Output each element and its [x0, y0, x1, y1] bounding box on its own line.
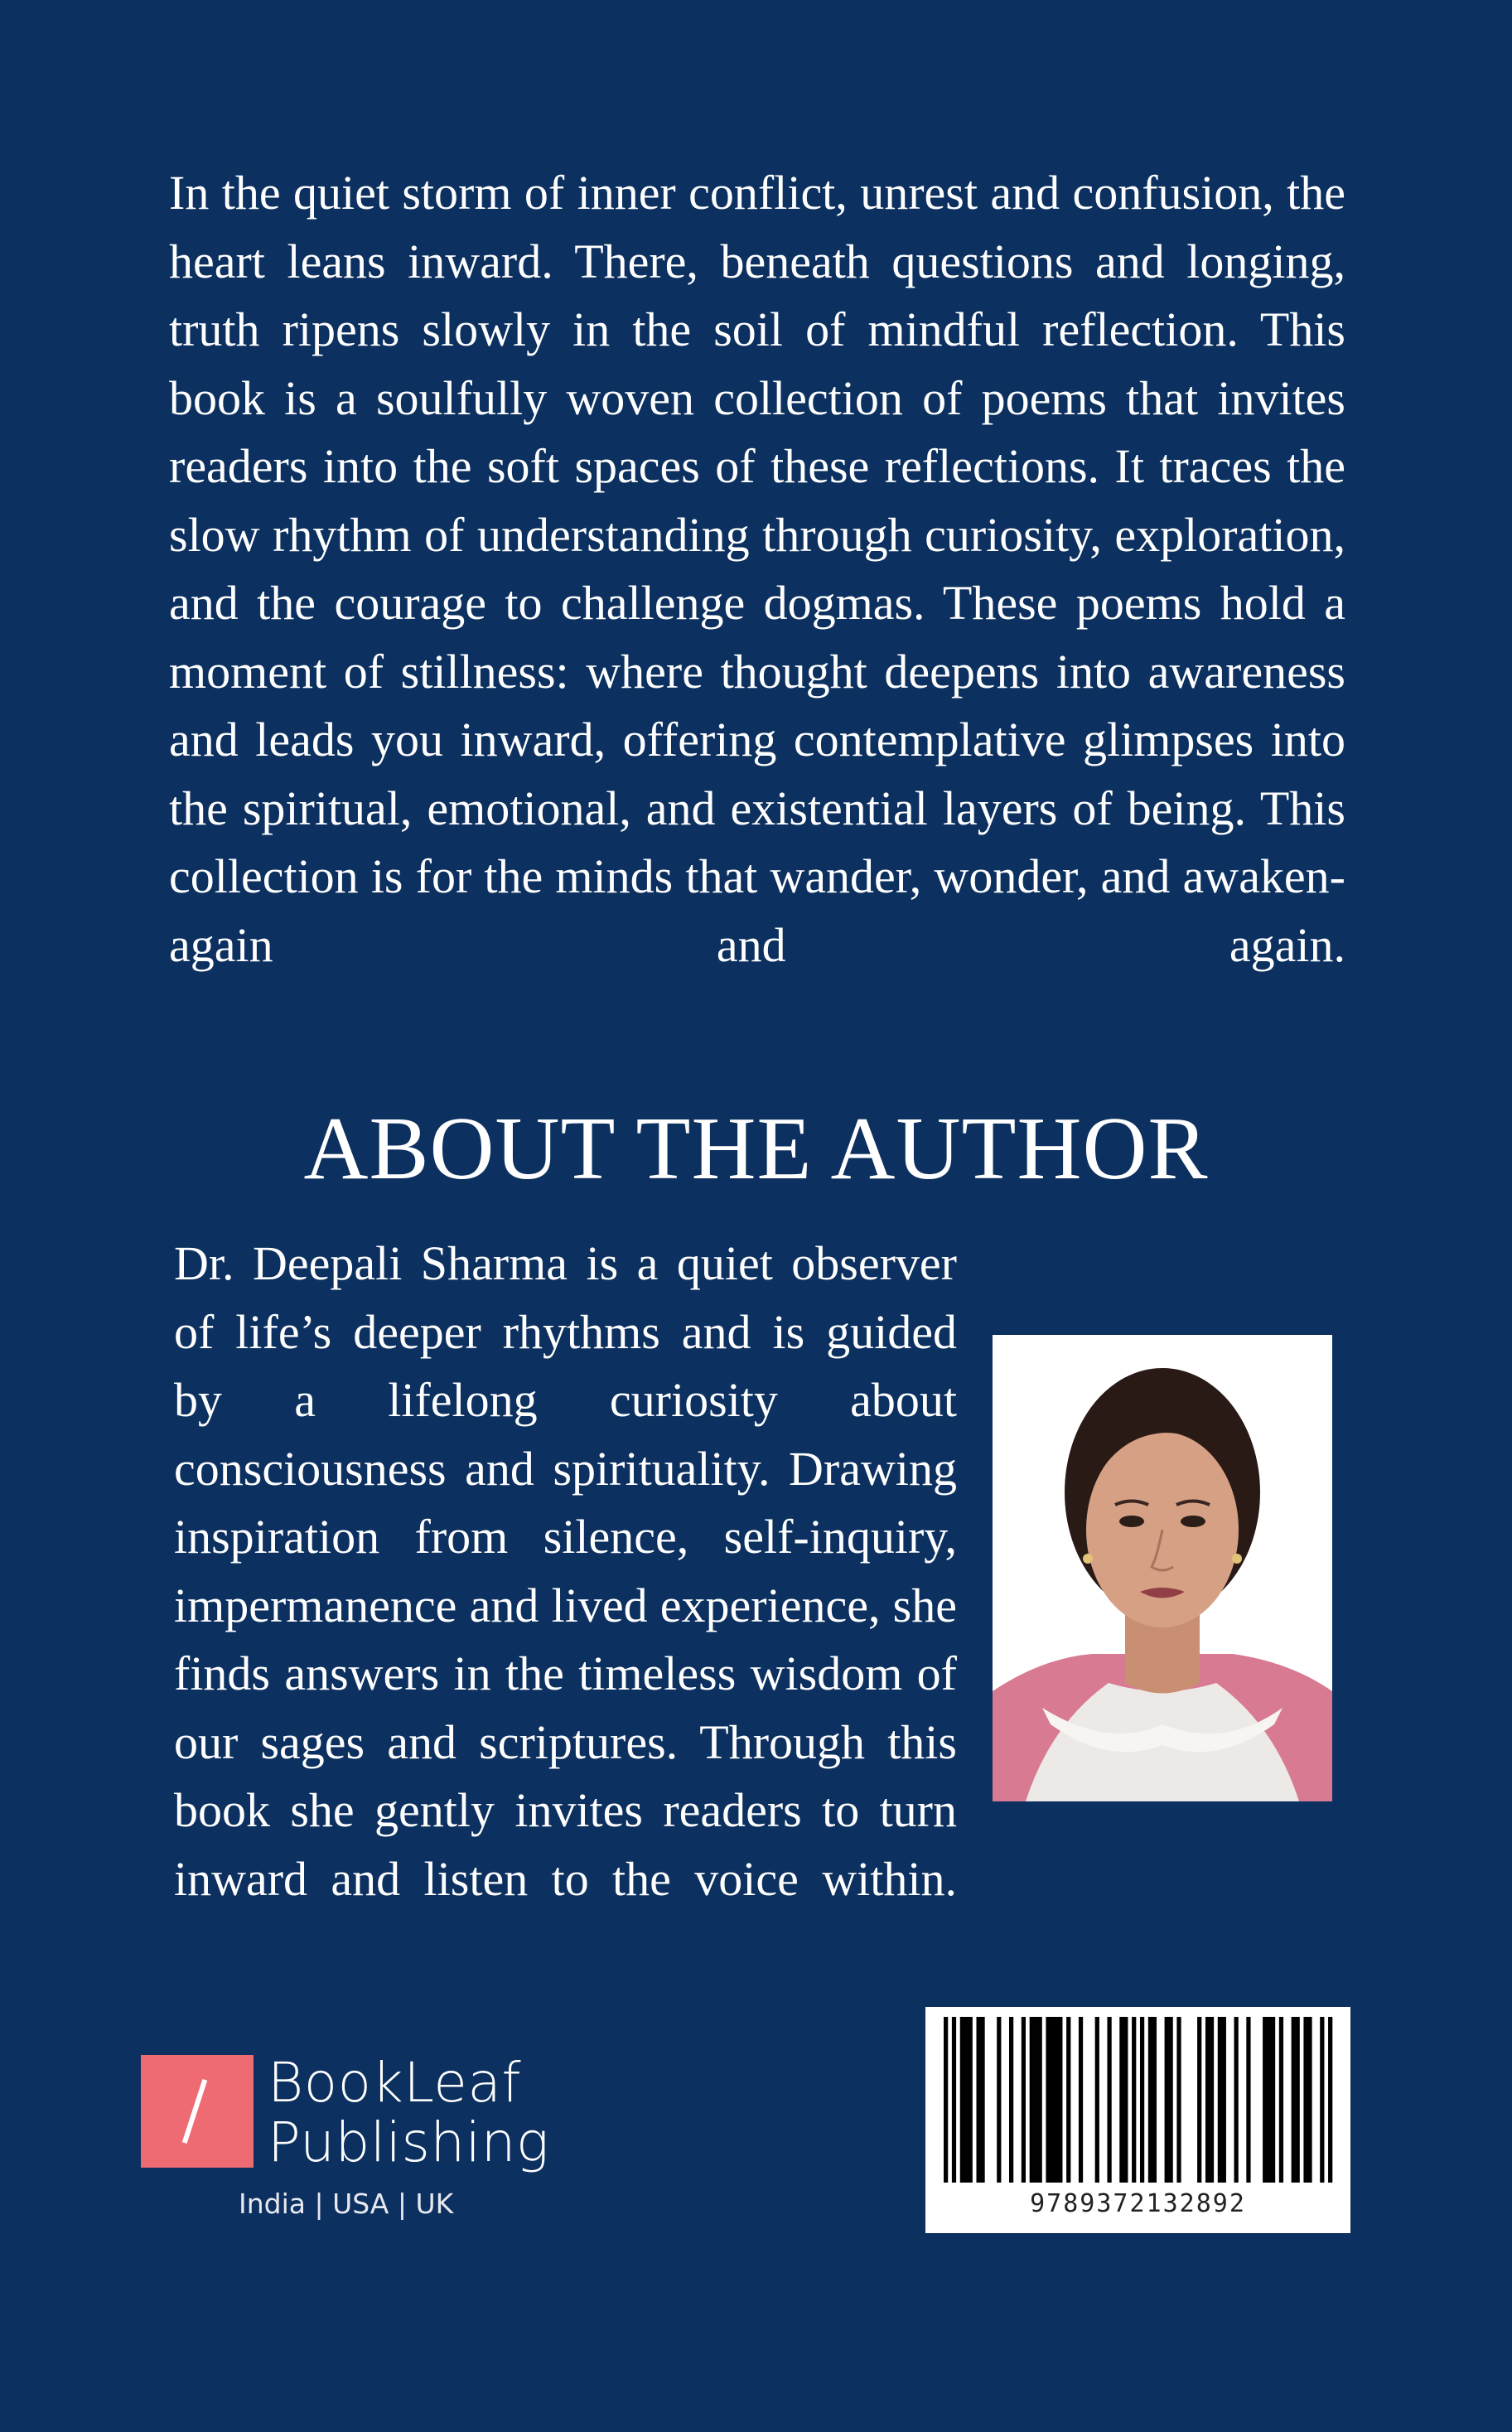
isbn-barcode [925, 2007, 1350, 2233]
barcode-bar [1022, 2017, 1026, 2183]
barcode-bar [960, 2017, 964, 2183]
barcode-bar [980, 2017, 984, 2183]
barcode-bar [1292, 2017, 1296, 2183]
barcode-bar [1320, 2017, 1324, 2183]
barcode-bar [1107, 2017, 1111, 2183]
barcode-bar [1058, 2017, 1062, 2183]
barcode-bar [1119, 2017, 1123, 2183]
barcode-bar [1246, 2017, 1250, 2183]
barcode-bar [1066, 2017, 1070, 2183]
barcode-bar [1046, 2017, 1050, 2183]
barcode-bar [1152, 2017, 1157, 2183]
publisher-name [268, 2053, 549, 2173]
barcode-bar [1123, 2017, 1128, 2183]
barcode-bar [952, 2017, 956, 2183]
barcode-bar [1140, 2017, 1144, 2183]
publisher-regions: India | USA | UK [239, 2188, 454, 2220]
barcode-bar [976, 2017, 980, 2183]
publisher-slash-icon [141, 2055, 254, 2168]
publisher-logo [141, 2053, 572, 2244]
barcode-bar [1271, 2017, 1275, 2183]
barcode-bar [944, 2017, 948, 2183]
barcode-bar [1296, 2017, 1300, 2183]
barcode-bar [1165, 2017, 1169, 2183]
author-bio: Dr. Deepali Sharma is a quiet observer of life’s deeper rhythms and is guided by a lifelong curiosity about consciousness and spirituality. Drawing inspiration from silence, self-inquiry, impermanence and lived experience, she finds answers in the timeless wisdom of our sages and scriptures. Through this book she gently invites readers to turn inward and listen to the voice within. [174, 1236, 957, 1906]
barcode-bar [1267, 2017, 1271, 2183]
barcode-bar [1328, 2017, 1332, 2183]
barcode-bar [1263, 2017, 1267, 2183]
barcode-bar [1169, 2017, 1173, 2183]
barcode-bar [1222, 2017, 1226, 2183]
barcode-bar [1279, 2017, 1283, 2183]
barcode-bar [1009, 2017, 1013, 2183]
back-cover-blurb: In the quiet storm of inner conflict, unrest and confusion, the heart leans inward. There, beneath questions and longing, truth ripens slowly in the soil of mindful reflection. This book is a soulfully woven collection of poems that invites readers into the soft spaces of these reflections. It traces the slow rhythm of understanding through curiosity, exploration, and the courage to challenge dogmas. These poems hold a moment of stillness: where thought deepens into awareness and leads you inward, offering contemplative glimpses into the spiritual, emotional, and existential layers of being. This collection is for the minds that wander, wonder, and awaken- again and again. [169, 166, 1345, 972]
barcode-bar [1210, 2017, 1214, 2183]
about-author-heading: ABOUT THE AUTHOR [303, 1100, 1209, 1198]
barcode-bar [969, 2017, 973, 2183]
publisher-name-line1: BookLeaf [268, 2051, 522, 2115]
barcode-bar [1234, 2017, 1239, 2183]
barcode-bar [1132, 2017, 1136, 2183]
barcode-bar [1038, 2017, 1042, 2183]
barcode-bar [1303, 2017, 1307, 2183]
barcode-bar [1030, 2017, 1034, 2183]
barcode-bar [1148, 2017, 1152, 2183]
barcode-bar [1050, 2017, 1054, 2183]
barcode-bar [964, 2017, 969, 2183]
publisher-name-line2: Publishing [268, 2110, 550, 2174]
barcode-bar [1176, 2017, 1181, 2183]
isbn-number: 9789372132892 [1030, 2189, 1246, 2218]
barcode-bar [1034, 2017, 1038, 2183]
barcode-bar [1218, 2017, 1222, 2183]
barcode-bar [1054, 2017, 1058, 2183]
barcode-bar [1307, 2017, 1312, 2183]
barcode-bar [1079, 2017, 1083, 2183]
author-photo [993, 1335, 1332, 1801]
barcode-bar [1095, 2017, 1099, 2183]
barcode-bar [1197, 2017, 1201, 2183]
barcode-bar [1205, 2017, 1210, 2183]
barcode-bar [997, 2017, 1001, 2183]
